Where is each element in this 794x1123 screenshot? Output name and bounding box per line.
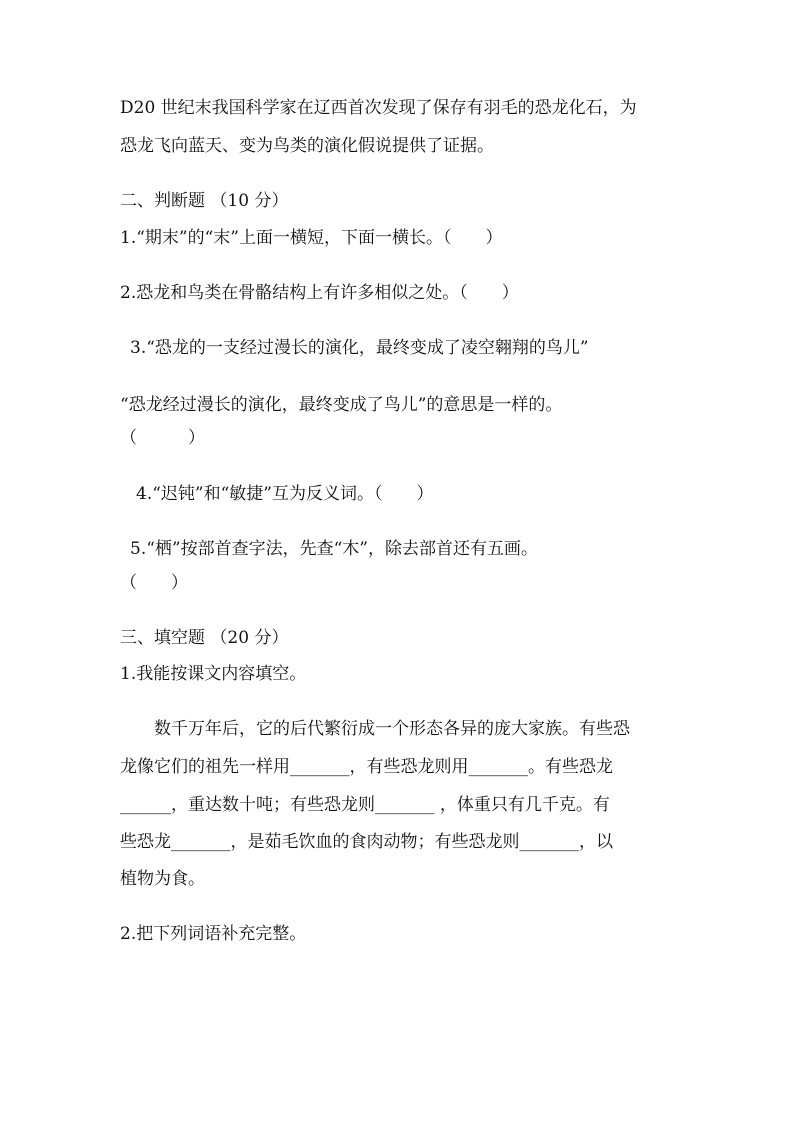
judge-question-4: 4.“迟钝”和“敏捷”互为反义词。（ ） [136,484,434,504]
fill-passage-line-5: 植物为食。 [120,869,205,889]
fill-question-1-title: 1.我能按课文内容填空。 [120,664,307,684]
judge-question-5-answer-parens: （ ） [120,573,188,593]
section-3-heading: 三、填空题 （20 分） [120,628,289,648]
fill-passage-line-1: 数千万年后，它的后代繁衍成一个形态各异的庞大家族。有些恐 [120,719,630,739]
fill-passage-line-4: 些恐龙_______，是茹毛饮血的食肉动物；有些恐龙则_______，以 [120,832,613,852]
judge-question-3-line-1: 3.“恐龙的一支经过漫长的演化，最终变成了凌空翱翔的鸟儿” [130,338,589,358]
intro-line-2: 恐龙飞向蓝天、变为鸟类的演化假说提供了证据。 [120,136,494,156]
fill-question-2-title: 2.把下列词语补充完整。 [120,924,307,944]
judge-question-5-line-1: 5.“栖”按部首查字法，先查“木”，除去部首还有五画。 [130,539,538,559]
judge-question-3-line-2: “恐龙经过漫长的演化，最终变成了鸟儿”的意思是一样的。 [120,395,563,415]
fill-passage-line-2: 龙像它们的祖先一样用_______，有些恐龙则用_______。有些恐龙 [120,757,613,777]
judge-question-3-answer-parens: （ ） [120,428,205,448]
fill-passage-line-3: ______，重达数十吨；有些恐龙则_______ ，体重只有几千克。有 [120,795,610,815]
intro-line-1: D20 世纪末我国科学家在辽西首次发现了保存有羽毛的恐龙化石，为 [120,98,637,118]
section-2-heading: 二、判断题 （10 分） [120,191,289,211]
judge-question-2: 2.恐龙和鸟类在骨骼结构上有许多相似之处。（ ） [120,283,519,303]
judge-question-1: 1.“期末”的“末”上面一横短，下面一横长。（ ） [120,228,503,248]
